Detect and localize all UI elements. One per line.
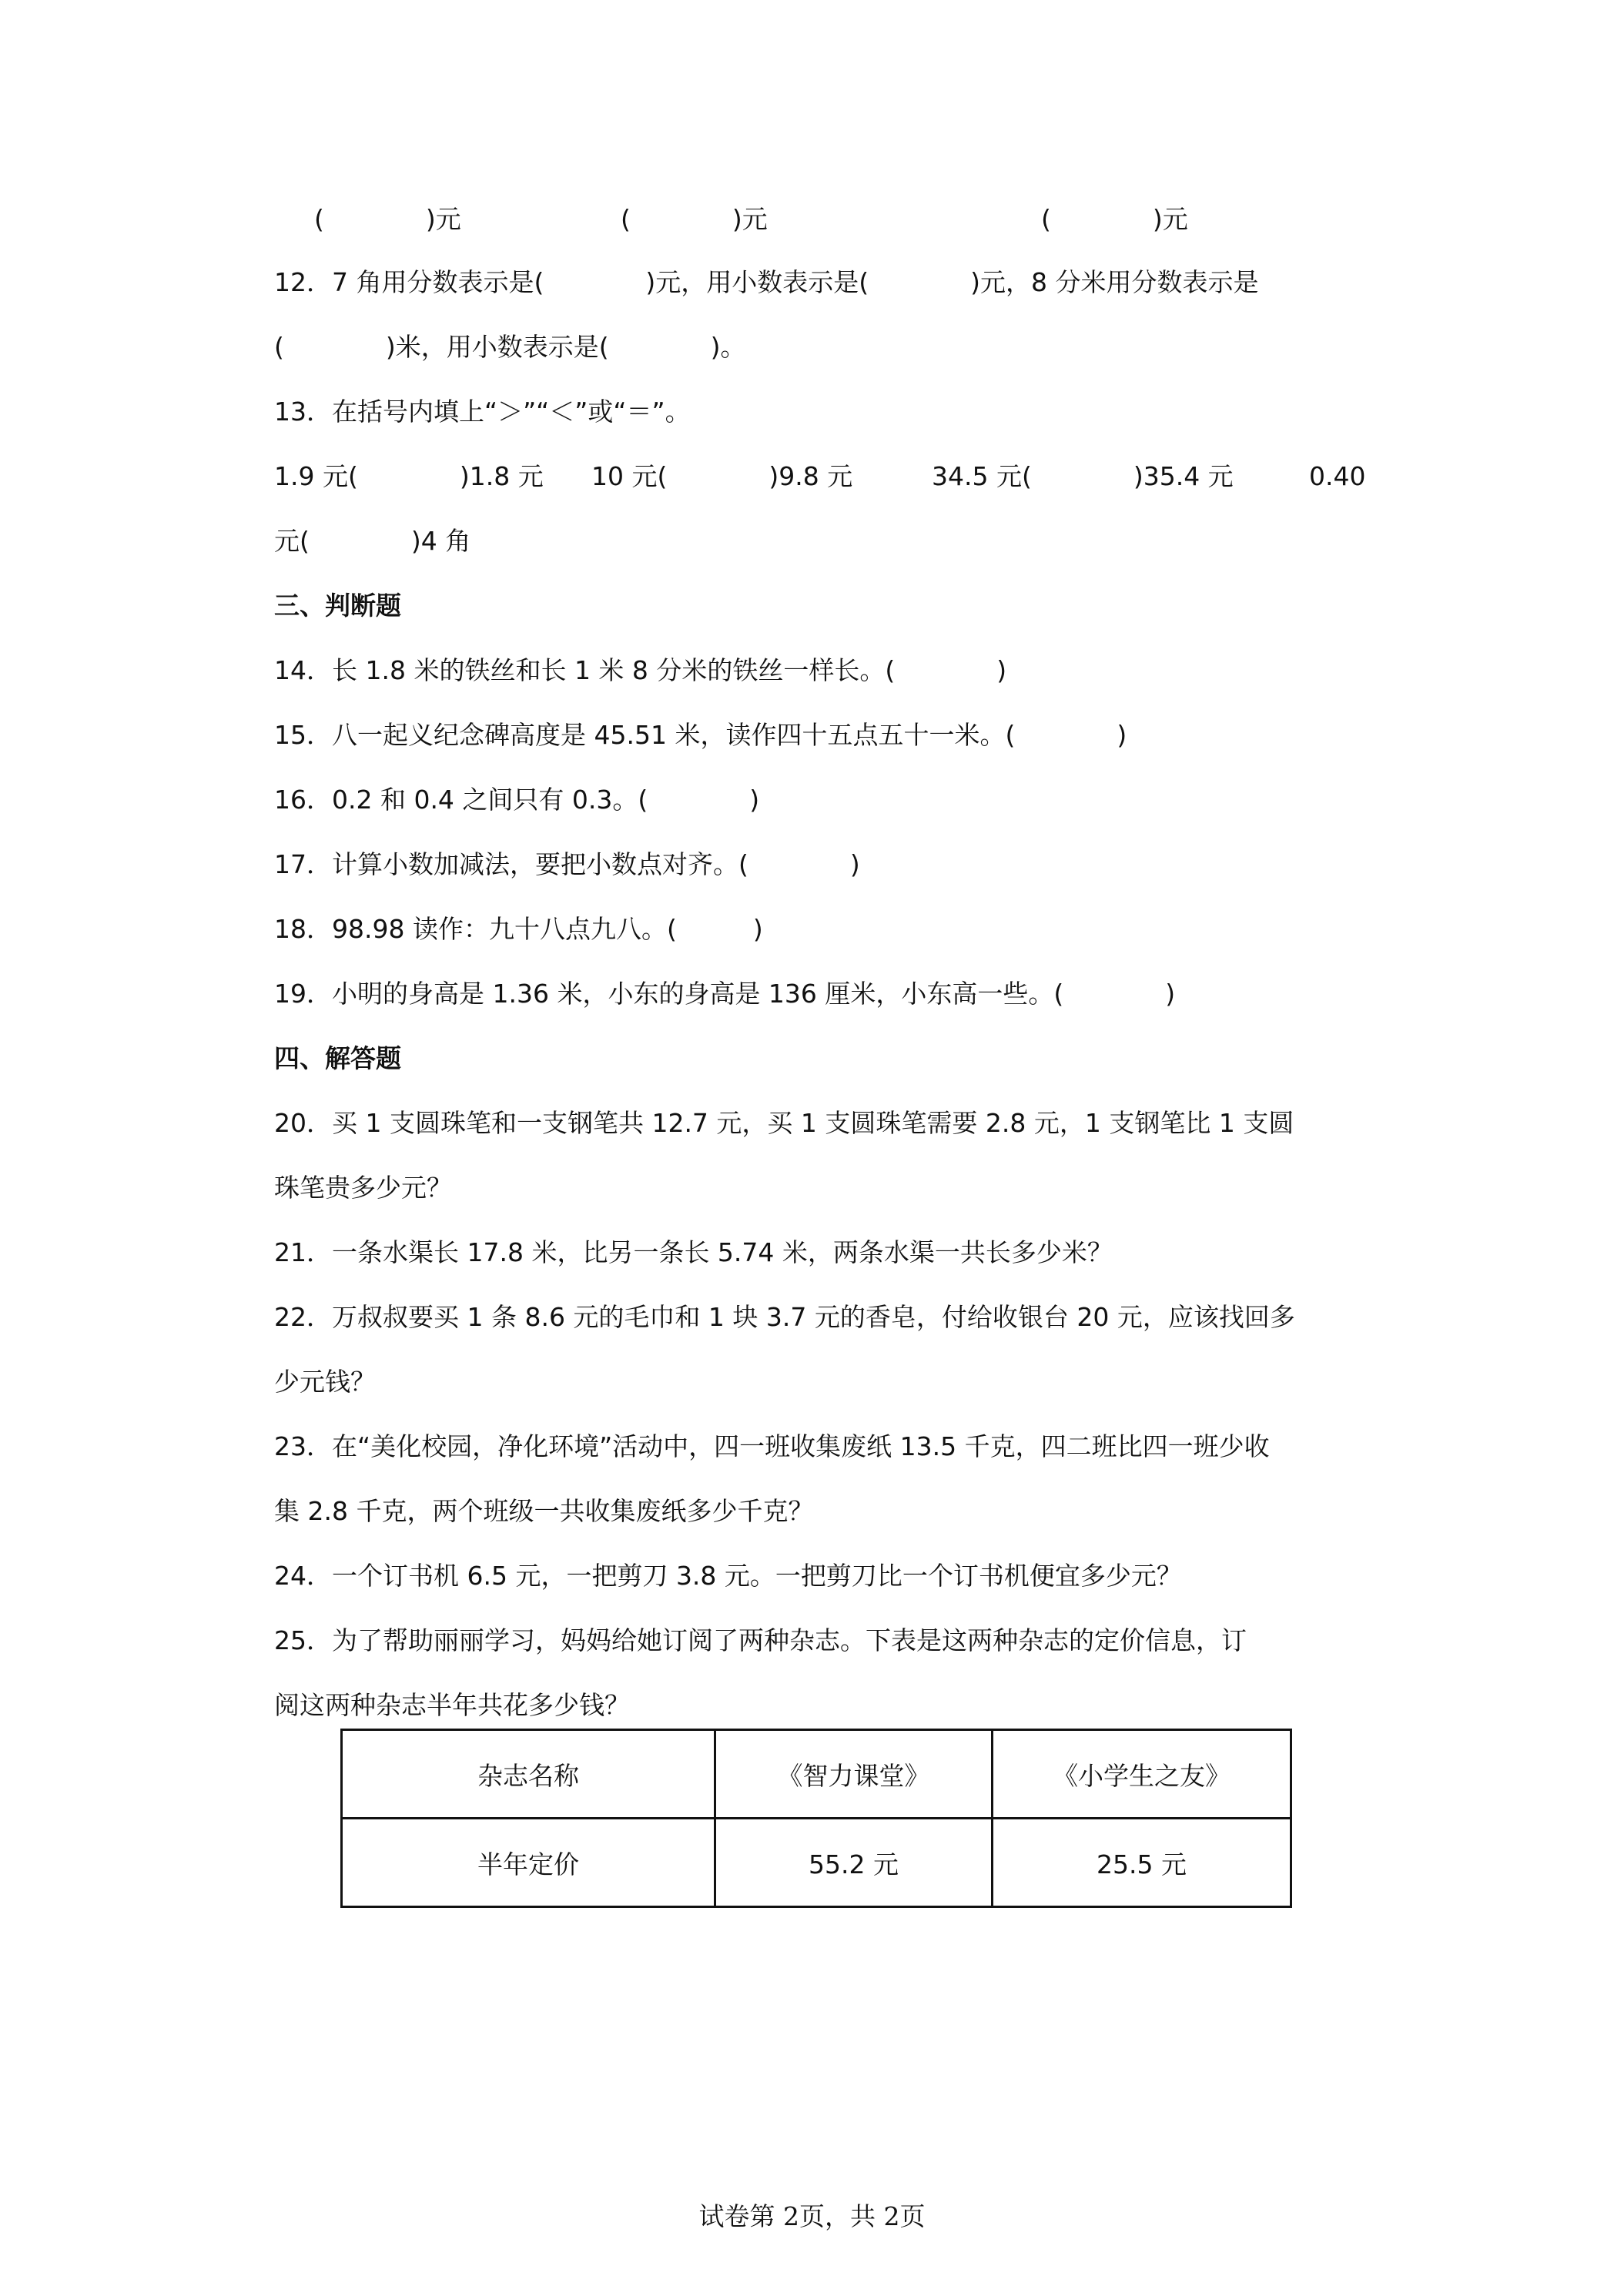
- q18: 18．98.98 读作：九十八点九八。( ): [274, 914, 763, 944]
- q25-line-2: 阅这两种杂志半年共花多少钱？: [274, 1690, 630, 1720]
- q13-line-2: 元( )4 角: [274, 526, 471, 556]
- q22-line-1: 22．万叔叔要买 1 条 8.6 元的毛巾和 1 块 3.7 元的香皂，付给收银台 20 元，应该找回多: [274, 1302, 1295, 1332]
- q17: 17．计算小数加减法，要把小数点对齐。( ): [274, 849, 860, 879]
- q13-item-1: 1.9 元( )1.8 元: [274, 461, 544, 491]
- table-cell: 半年定价: [342, 1819, 715, 1907]
- q12-line-2: ( )米，用小数表示是( )。: [274, 332, 746, 362]
- magazine-price-table: [340, 1729, 1292, 1908]
- table-row: [342, 1819, 1291, 1907]
- q11-answer-2: ( )元: [621, 204, 768, 234]
- section-4-title: 四、解答题: [274, 1043, 401, 1073]
- q20-line-1: 20．买 1 支圆珠笔和一支钢笔共 12.7 元，买 1 支圆珠笔需要 2.8 元，1 支钢笔比 1 支圆: [274, 1108, 1294, 1138]
- q13-item-2: 10 元( )9.8 元: [591, 461, 853, 491]
- table-header-cell: 杂志名称: [342, 1730, 715, 1819]
- section-3-title: 三、判断题: [274, 591, 401, 621]
- q15: 15．八一起义纪念碑高度是 45.51 米，读作四十五点五十一米。( ): [274, 720, 1127, 750]
- q24: 24．一个订书机 6.5 元，一把剪刀 3.8 元。一把剪刀比一个订书机便宜多少元？: [274, 1561, 1182, 1591]
- q23-line-2: 集 2.8 千克，两个班级一共收集废纸多少千克？: [274, 1496, 814, 1526]
- q13-item-4: 0.40: [1309, 461, 1366, 491]
- q13-prompt: 13．在括号内填上“＞”“＜”或“＝”。: [274, 397, 691, 427]
- page-footer: 试卷第 2页，共 2页: [698, 2201, 926, 2231]
- q23-line-1: 23．在“美化校园，净化环境”活动中，四一班收集废纸 13.5 千克，四二班比四一班少收: [274, 1431, 1270, 1461]
- q14: 14．长 1.8 米的铁丝和长 1 米 8 分米的铁丝一样长。( ): [274, 655, 1007, 685]
- q16: 16．0.2 和 0.4 之间只有 0.3。( ): [274, 785, 760, 815]
- table-header-cell: 《小学生之友》: [993, 1730, 1291, 1819]
- q19: 19．小明的身高是 1.36 米，小东的身高是 136 厘米，小东高一些。( ): [274, 979, 1176, 1009]
- table-cell: 55.2 元: [715, 1819, 993, 1907]
- q20-line-2: 珠笔贵多少元？: [274, 1173, 452, 1203]
- table-header-cell: 《智力课堂》: [715, 1730, 993, 1819]
- q25-line-1: 25．为了帮助丽丽学习，妈妈给她订阅了两种杂志。下表是这两种杂志的定价信息，订: [274, 1625, 1247, 1655]
- q12-line-1: 12．7 角用分数表示是( )元，用小数表示是( )元，8 分米用分数表示是: [274, 267, 1259, 297]
- table-header-row: [342, 1730, 1291, 1819]
- q11-answer-1: ( )元: [314, 204, 461, 234]
- q11-answer-3: ( )元: [1041, 204, 1188, 234]
- table-cell: 25.5 元: [993, 1819, 1291, 1907]
- q21: 21．一条水渠长 17.8 米，比另一条长 5.74 米，两条水渠一共长多少米？: [274, 1237, 1113, 1267]
- q13-item-3: 34.5 元( )35.4 元: [932, 461, 1234, 491]
- q22-line-2: 少元钱？: [274, 1367, 376, 1397]
